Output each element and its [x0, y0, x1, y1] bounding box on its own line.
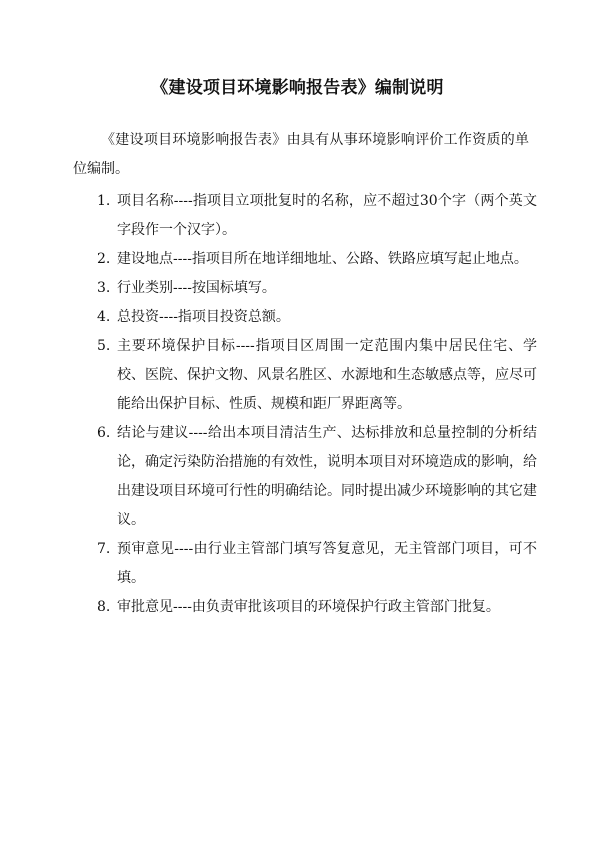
list-item-number: 5.	[97, 338, 111, 354]
list-item-text: 结论与建议----给出本项目清洁生产、达标排放和总量控制的分析结论，确定污染防治措施的有效性，说明本项目对环境造成的影响，给出建设项目环境可行性的明确结论。同时提出减少环境影响的其它建议。	[117, 425, 537, 528]
list-item	[0, 187, 537, 245]
list-item-number: 7.	[97, 541, 111, 557]
list-item-number: 8.	[97, 599, 111, 615]
list-item-number: 1.	[97, 193, 111, 209]
list-item-number: 3.	[97, 280, 111, 296]
list-item-text: 行业类别----按国标填写。	[117, 280, 276, 296]
list-item	[0, 245, 537, 274]
list-item	[0, 419, 537, 535]
list-item-text: 审批意见----由负责审批该项目的环境保护行政主管部门批复。	[117, 599, 500, 615]
list-item	[0, 593, 537, 622]
list-item-text: 建设地点----指项目所在地详细地址、公路、铁路应填写起止地点。	[117, 251, 528, 267]
list-item	[0, 535, 537, 593]
list-item	[0, 332, 537, 419]
list-item-number: 4.	[97, 309, 111, 325]
intro-paragraph: 《建设项目环境影响报告表》由具有从事环境影响评价工作资质的单位编制。	[73, 132, 529, 177]
list-item	[0, 303, 537, 332]
list-item	[0, 274, 537, 303]
instruction-list	[0, 187, 595, 622]
list-item-number: 2.	[97, 251, 111, 267]
document-title: 《建设项目环境影响报告表》编制说明	[151, 78, 444, 98]
list-item-text: 项目名称----指项目立项批复时的名称，应不超过30个字（两个英文字段作一个汉字）。	[117, 193, 537, 238]
list-item-number: 6.	[97, 425, 111, 441]
list-item-text: 主要环境保护目标----指项目区周围一定范围内集中居民住宅、学校、医院、保护文物、风景名胜区、水源地和生态敏感点等，应尽可能给出保护目标、性质、规模和距厂界距离等。	[117, 338, 537, 412]
list-item-text: 总投资----指项目投资总额。	[117, 309, 290, 325]
list-item-text: 预审意见----由行业主管部门填写答复意见，无主管部门项目，可不填。	[117, 541, 537, 586]
